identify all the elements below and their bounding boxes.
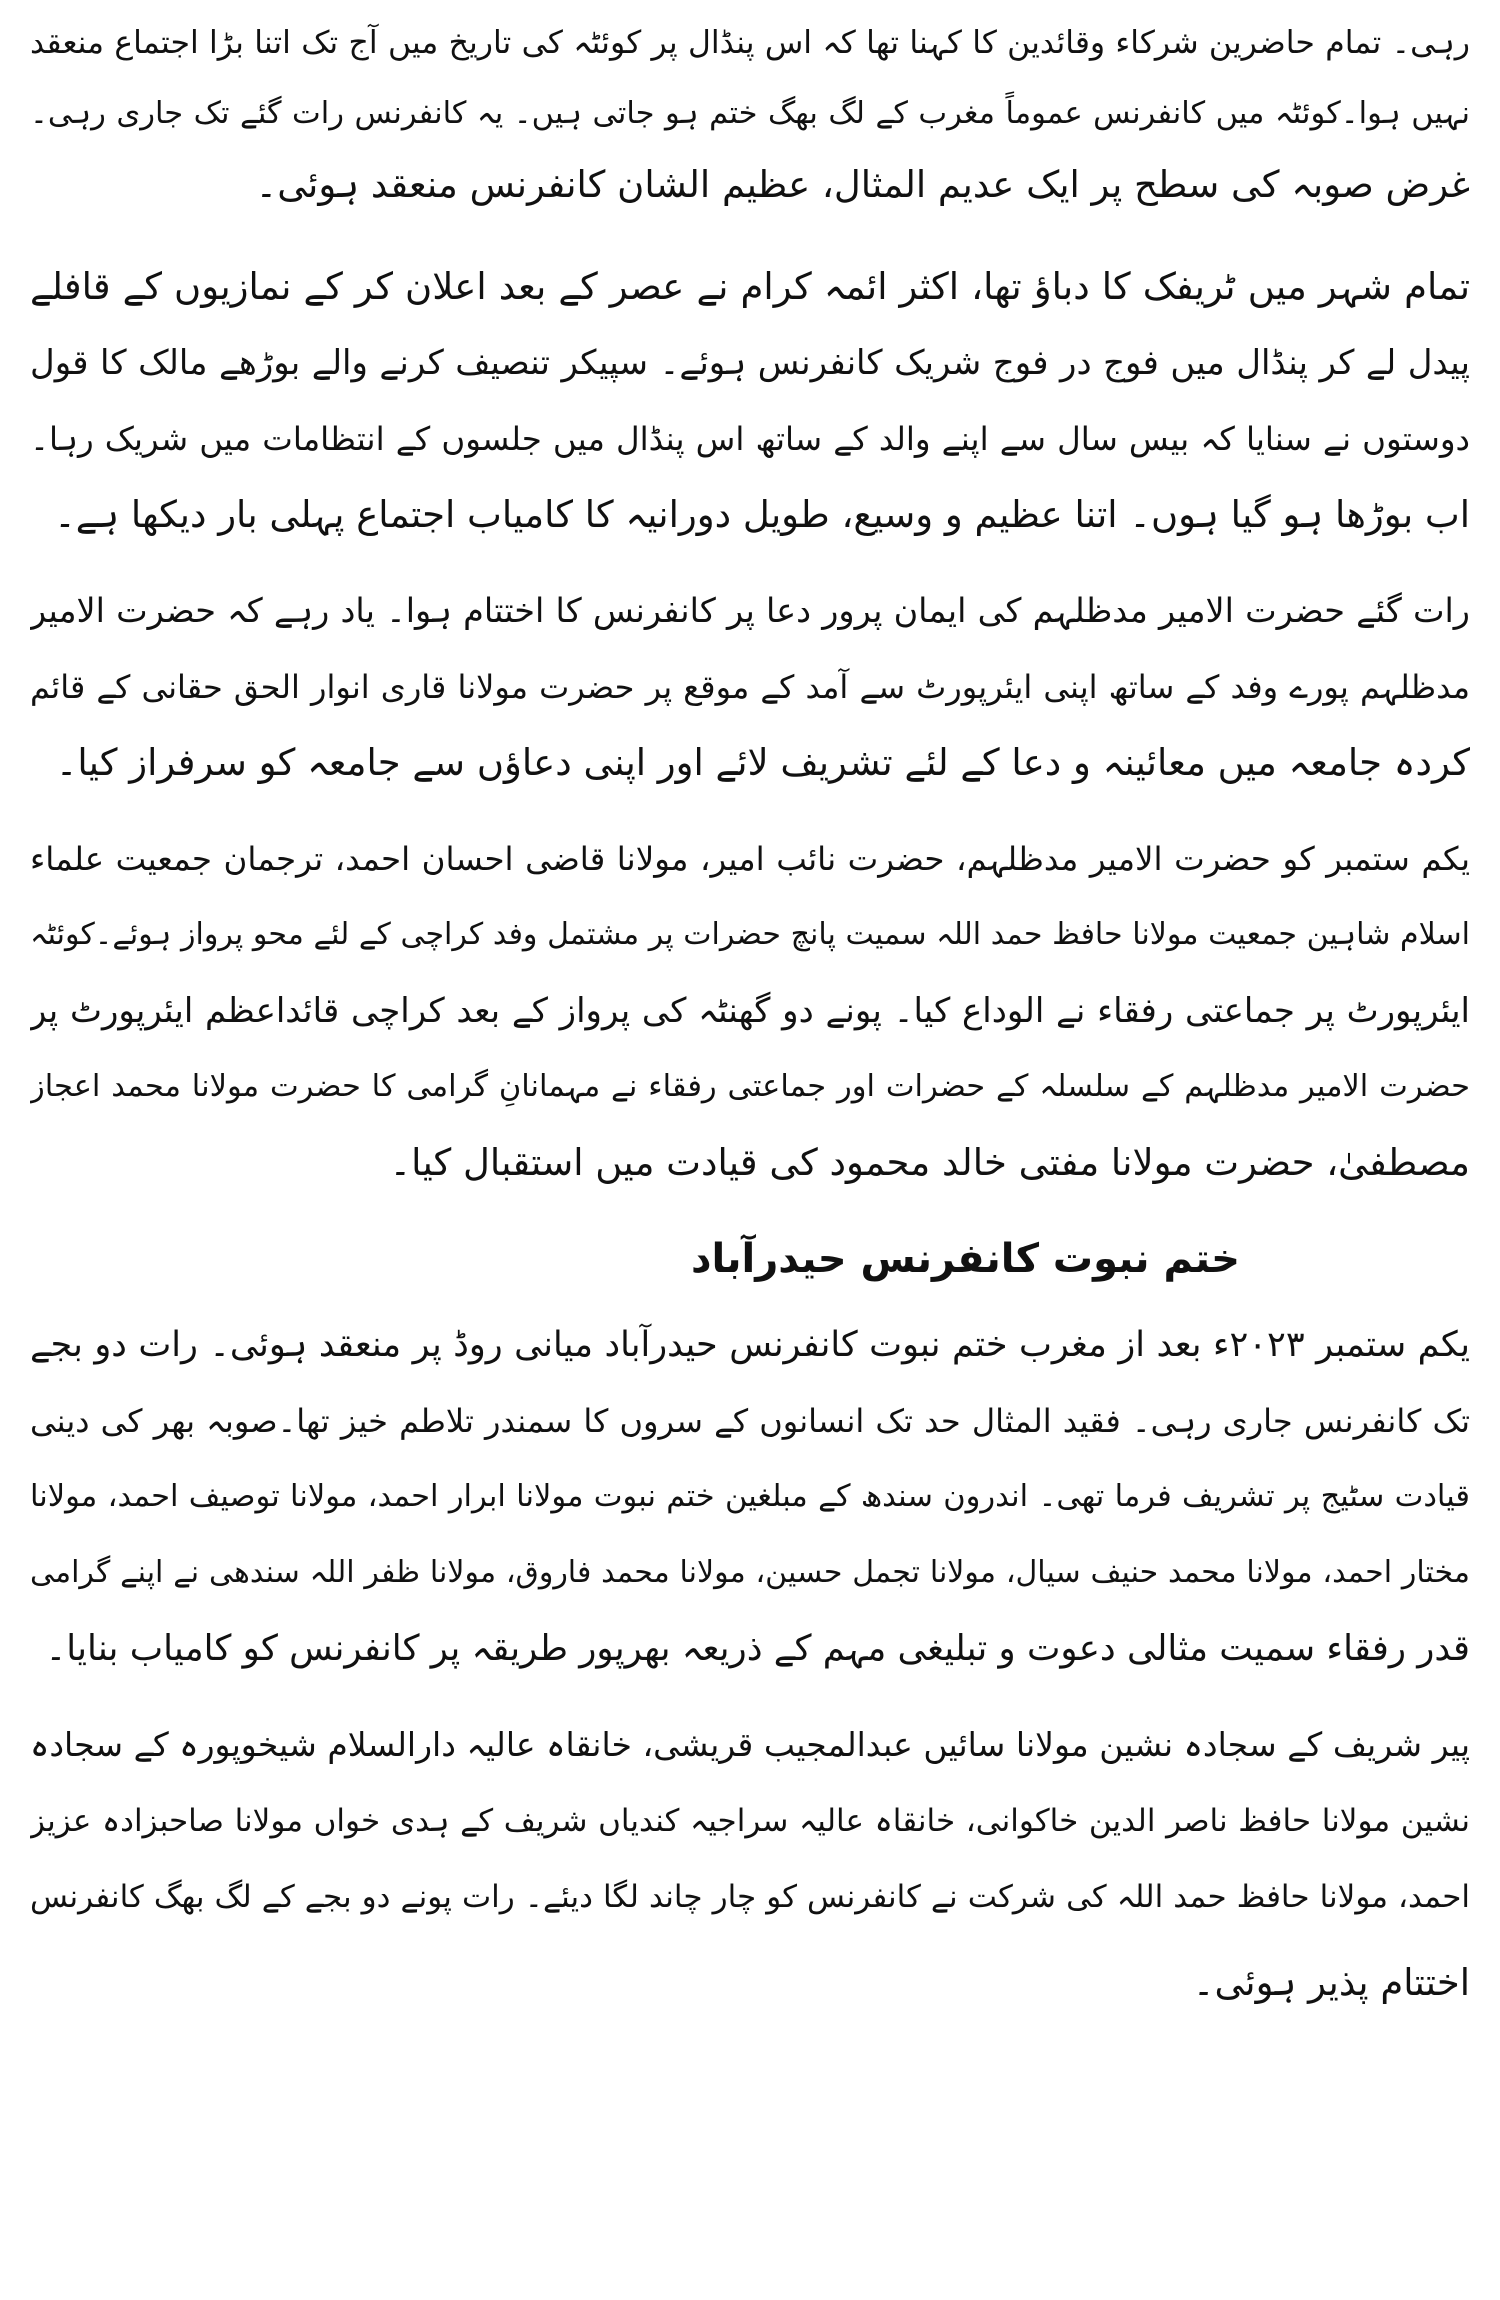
text-line: اب بوڑھا ہو گیا ہوں۔ اتنا عظیم و وسیع، طویل دورانیہ کا کامیاب اجتماع پہلی بار دیکھا ہے۔	[54, 493, 1470, 536]
text-line: دوستوں نے سنایا کہ بیس سال سے اپنے والد کے ساتھ اس پنڈال میں جلسوں کے انتظامات میں شریک رہا۔	[30, 420, 1470, 458]
text-line: مختار احمد، مولانا محمد حنیف سیال، مولانا تجمل حسین، مولانا محمد فاروق، مولانا ظفر اللہ سندھی نے اپنے گرامی	[30, 1555, 1470, 1590]
section-heading: ختم نبوت کانفرنس حیدرآباد	[690, 1236, 1240, 1282]
text-line: مدظلہم پورے وفد کے ساتھ اپنی ایئرپورٹ سے آمد کے موقع پر حضرت مولانا قاری انوار الحق حقانی کے قائم	[30, 668, 1470, 706]
text-line: پیدل لے کر پنڈال میں فوج در فوج شریک کانفرنس ہوئے۔ سپیکر تنصیف کرنے والے بوڑھے مالک کا قول	[30, 343, 1470, 383]
text-line: کردہ جامعہ میں معائینہ و دعا کے لئے تشریف لائے اور اپنی دعاؤں سے جامعہ کو سرفراز کیا۔	[55, 741, 1470, 784]
document-page	[30, 12, 1470, 2282]
text-line: حضرت الامیر مدظلہم کے سلسلہ کے حضرات اور جماعتی رفقاء نے مہمانانِ گرامی کا حضرت مولانا محمد اعجاز	[30, 1069, 1470, 1104]
text-line: نشین مولانا حافظ ناصر الدین خاکوانی، خانقاہ عالیہ سراجیہ کندیاں شریف کے ہدی خواں مولانا صاحبزادہ عزیز	[30, 1803, 1470, 1839]
text-line: تک کانفرنس جاری رہی۔ فقید المثال حد تک انسانوں کے سروں کا سمندر تلاطم خیز تھا۔صوبہ بھر کی دینی	[30, 1402, 1470, 1440]
text-line: غرض صوبہ کی سطح پر ایک عدیم المثال، عظیم الشان کانفرنس منعقد ہوئی۔	[255, 163, 1470, 206]
text-line: اختتام پذیر ہوئی۔	[1192, 1961, 1470, 2004]
text-line: رات گئے حضرت الامیر مدظلہم کی ایمان پرور دعا پر کانفرنس کا اختتام ہوا۔ یاد رہے کہ حضرت الامیر	[30, 591, 1470, 630]
text-line: احمد، مولانا حافظ حمد اللہ کی شرکت نے کانفرنس کو چار چاند لگا دیئے۔ رات پونے دو بجے کے لگ بھگ کانفرنس	[30, 1879, 1470, 1915]
text-line: مصطفیٰ، حضرت مولانا مفتی خالد محمود کی قیادت میں استقبال کیا۔	[389, 1141, 1470, 1184]
text-line: یکم ستمبر کو حضرت الامیر مدظلہم، حضرت نائب امیر، مولانا قاضی احسان احمد، ترجمان جمعیت علماء	[30, 840, 1470, 878]
text-line: یکم ستمبر ۲۰۲۳ء بعد از مغرب ختم نبوت کانفرنس حیدرآباد میانی روڈ پر منعقد ہوئی۔ رات دو بجے	[30, 1325, 1470, 1365]
text-line: تمام شہر میں ٹریفک کا دباؤ تھا، اکثر ائمہ کرام نے عصر کے بعد اعلان کر کے نمازیوں کے قافلے	[30, 265, 1470, 308]
text-line: رہی۔ تمام حاضرین شرکاء وقائدین کا کہنا تھا کہ اس پنڈال پر کوئٹہ کی تاریخ میں آج تک اتنا بڑا اجتماع منعقد	[30, 25, 1470, 61]
text-line: اسلام شاہین جمعیت مولانا حافظ حمد اللہ سمیت پانچ حضرات پر مشتمل وفد کراچی کے لئے محو پرواز ہوئے۔کوئٹہ	[30, 917, 1470, 952]
text-line: ایئرپورٹ پر جماعتی رفقاء نے الوداع کیا۔ پونے دو گھنٹہ کی پرواز کے بعد کراچی قائداعظم ایئرپورٹ پر	[30, 991, 1470, 1031]
text-line: قدر رفقاء سمیت مثالی دعوت و تبلیغی مہم کے ذریعہ بھرپور طریقہ پر کانفرنس کو کامیاب بنایا۔	[45, 1628, 1470, 1669]
text-line: نہیں ہوا۔کوئٹہ میں کانفرنس عموماً مغرب کے لگ بھگ ختم ہو جاتی ہیں۔ یہ کانفرنس رات گئے تک جاری رہی۔	[30, 96, 1470, 131]
text-line: قیادت سٹیج پر تشریف فرما تھی۔ اندرون سندھ کے مبلغین ختم نبوت مولانا ابرار احمد، مولانا توصیف احمد، مولانا	[30, 1479, 1470, 1514]
text-line: پیر شریف کے سجادہ نشین مولانا سائیں عبدالمجیب قریشی، خانقاہ عالیہ دارالسلام شیخوپورہ کے سجادہ	[30, 1725, 1470, 1764]
